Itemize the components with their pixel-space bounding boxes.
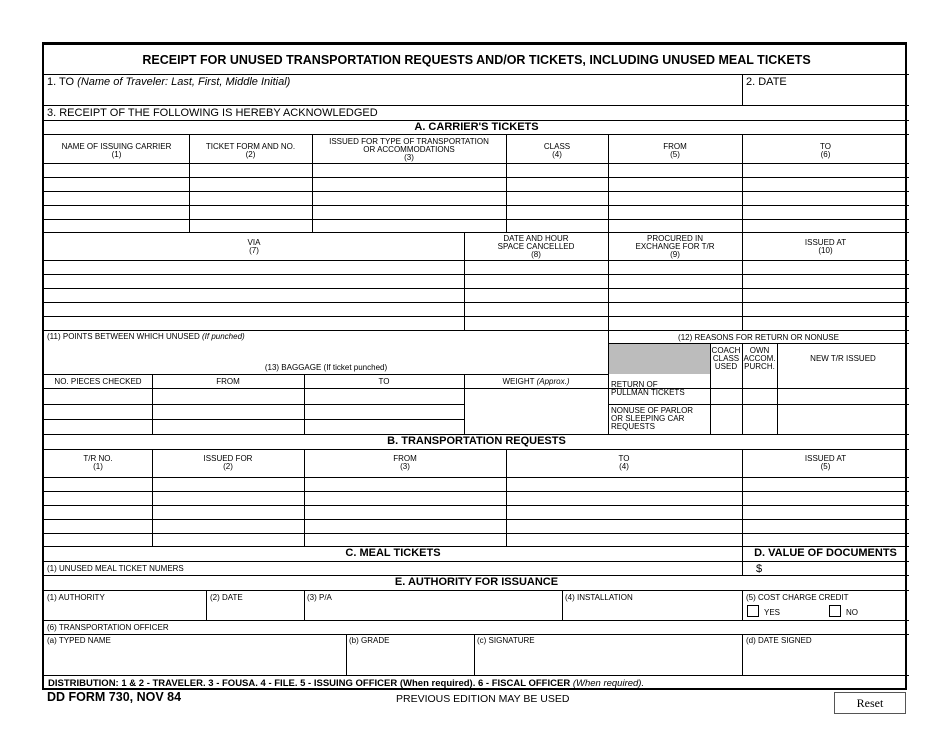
col-to: TO (6) <box>820 142 831 159</box>
typed-name-input[interactable] <box>45 647 345 674</box>
own-accom-purch-label: OWN ACCOM. PURCH. <box>743 346 776 371</box>
value-input[interactable] <box>768 562 908 575</box>
col-tr-issued-for: ISSUED FOR (2) <box>203 454 253 471</box>
transportation-requests-heading: B. TRANSPORTATION REQUESTS <box>387 435 566 447</box>
cost-charge-credit-label: (5) COST CHARGE CREDIT <box>746 593 849 602</box>
col-procured-exchange: PROCURED IN EXCHANGE FOR T/R (9) <box>635 234 715 259</box>
pa-label: (3) P/A <box>307 593 332 602</box>
col-pieces-checked: NO. PIECES CHECKED <box>54 377 142 386</box>
previous-edition-note: PREVIOUS EDITION MAY BE USED <box>396 693 570 705</box>
col-carrier-name: NAME OF ISSUING CARRIER (1) <box>61 142 172 159</box>
yes-label: YES <box>764 608 781 617</box>
authority-heading: E. AUTHORITY FOR ISSUANCE <box>394 576 559 588</box>
points-unused-label: (11) POINTS BETWEEN WHICH UNUSED (If punched) <box>47 332 245 341</box>
signature-input[interactable] <box>475 647 741 674</box>
date-signed-label: (d) DATE SIGNED <box>746 636 812 645</box>
date-input[interactable] <box>744 89 907 104</box>
new-tr-issued-label: NEW T/R ISSUED <box>810 354 876 363</box>
reset-button[interactable]: Reset <box>834 692 906 714</box>
return-pullman-label: RETURN OF PULLMAN TICKETS <box>611 380 685 397</box>
date-field-label: 2. DATE <box>746 76 787 88</box>
col-from: FROM (5) <box>663 142 687 159</box>
col-issued-at: ISSUED AT (10) <box>804 238 847 255</box>
baggage-label: (13) BAGGAGE (If ticket punched) <box>264 363 388 372</box>
authority-label: (1) AUTHORITY <box>47 593 105 602</box>
yes-checkbox[interactable] <box>747 605 759 617</box>
typed-name-label: (a) TYPED NAME <box>47 636 111 645</box>
transportation-officer-label: (6) TRANSPORTATION OFFICER <box>47 623 169 632</box>
reasons-label: (12) REASONS FOR RETURN OR NONUSE <box>678 333 839 342</box>
unused-meal-label: (1) UNUSED MEAL TICKET NUMERS <box>47 564 184 573</box>
col-class: CLASS (4) <box>543 142 571 159</box>
date-signed-input[interactable] <box>743 647 908 674</box>
col-tr-from: FROM (3) <box>393 454 417 471</box>
to-field-label: 1. TO (Name of Traveler: Last, First, Middle Initial) <box>47 76 291 88</box>
carrier-tickets-heading: A. CARRIER'S TICKETS <box>414 121 539 133</box>
authority-date-label: (2) DATE <box>210 593 243 602</box>
col-ticket-form: TICKET FORM AND NO. (2) <box>205 142 296 159</box>
signature-label: (c) SIGNATURE <box>477 636 535 645</box>
col-baggage-from: FROM <box>216 377 240 386</box>
no-label: NO <box>846 608 858 617</box>
currency-sign: $ <box>756 563 763 575</box>
distribution-line: DISTRIBUTION: 1 & 2 - TRAVELER. 3 - FOUSA. 4 - FILE. 5 - ISSUING OFFICER (When required). 6 - FISCAL OFFICER (When required). <box>48 678 645 689</box>
form-frame <box>42 42 907 690</box>
to-name-input[interactable] <box>45 89 741 104</box>
nonuse-parlor-label: NONUSE OF PARLOR OR SLEEPING CAR REQUESTS <box>611 406 694 431</box>
col-weight: WEIGHT (Approx.) <box>502 377 570 386</box>
form-title: RECEIPT FOR UNUSED TRANSPORTATION REQUESTS AND/OR TICKETS, INCLUDING UNUSED MEAL TICKETS <box>142 53 811 67</box>
no-checkbox[interactable] <box>829 605 841 617</box>
col-tr-issued-at: ISSUED AT (5) <box>804 454 847 471</box>
unused-meal-input[interactable] <box>45 562 741 575</box>
meal-tickets-heading: C. MEAL TICKETS <box>345 547 441 559</box>
col-tr-no: T/R NO. (1) <box>83 454 113 471</box>
col-issued-for-type: ISSUED FOR TYPE OF TRANSPORTATION OR ACCOMMODATIONS (3) <box>329 137 489 162</box>
col-date-hour-cancelled: DATE AND HOUR SPACE CANCELLED (8) <box>497 234 575 259</box>
value-documents-heading: D. VALUE OF DOCUMENTS <box>754 547 897 559</box>
col-baggage-to: TO <box>378 377 390 386</box>
grade-label: (b) GRADE <box>349 636 390 645</box>
form-number: DD FORM 730, NOV 84 <box>47 690 182 704</box>
receipt-label: 3. RECEIPT OF THE FOLLOWING IS HEREBY ACKNOWLEDGED <box>47 107 378 119</box>
coach-class-used-label: COACH CLASS USED <box>711 346 741 371</box>
col-tr-to: TO (4) <box>618 454 630 471</box>
col-via: VIA (7) <box>247 238 261 255</box>
installation-label: (4) INSTALLATION <box>565 593 633 602</box>
grade-input[interactable] <box>347 647 473 674</box>
